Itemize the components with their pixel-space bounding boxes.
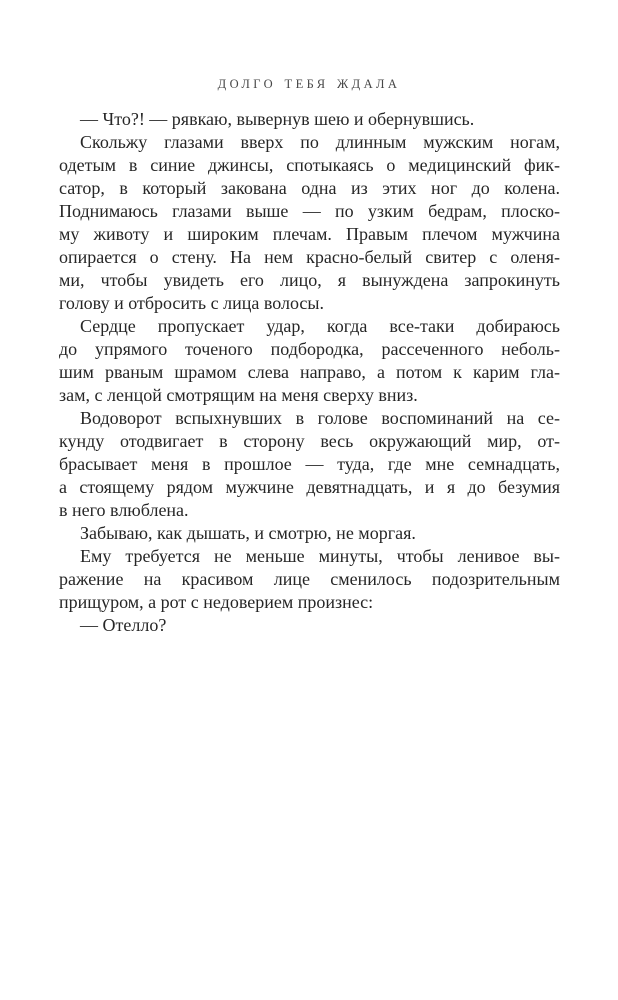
text-line: — Отелло? xyxy=(80,615,167,635)
text-line: Ему требуется не меньше минуты, чтобы ленивое вы- xyxy=(80,546,560,566)
text-line: прищуром, а рот с недоверием произнес: xyxy=(59,592,374,612)
text-line: голову и отбросить с лица волосы. xyxy=(59,293,325,313)
text-line: до упрямого точеного подбородка, рассеченного неболь- xyxy=(59,339,560,359)
text-line: в него влюблена. xyxy=(59,500,189,520)
text-line: кунду отодвигает в сторону весь окружающий мир, от- xyxy=(59,431,560,451)
text-line: опирается о стену. На нем красно-белый свитер с оленя- xyxy=(59,247,560,267)
text-line: шим рваным шрамом слева направо, а потом к карим гла- xyxy=(59,362,560,382)
text-line: ми, чтобы увидеть его лицо, я вынуждена запрокинуть xyxy=(59,270,560,290)
text-line: Водоворот вспыхнувших в голове воспоминаний на се- xyxy=(80,408,560,428)
text-line: Забываю, как дышать, и смотрю, не моргая. xyxy=(80,523,416,543)
text-line: — Что?! — рявкаю, вывернув шею и обернувшись. xyxy=(80,109,475,129)
text-line: а стоящему рядом мужчине девятнадцать, и я до безумия xyxy=(59,477,560,497)
text-line: зам, с ленцой смотрящим на меня сверху вниз. xyxy=(59,385,418,405)
text-line: му животу и широким плечам. Правым плечом мужчина xyxy=(59,224,560,244)
text-block xyxy=(59,108,560,637)
running-header: ДОЛГО ТЕБЯ ЖДАЛА xyxy=(217,77,401,91)
text-line: Сердце пропускает удар, когда все-таки добираюсь xyxy=(80,316,560,336)
text-line: ражение на красивом лице сменилось подозрительным xyxy=(59,569,560,589)
text-line: Скольжу глазами вверх по длинным мужским ногам, xyxy=(80,132,560,152)
text-line: Поднимаюсь глазами выше — по узким бедрам, плоско- xyxy=(59,201,560,221)
text-line: брасывает меня в прошлое — туда, где мне семнадцать, xyxy=(59,454,560,474)
text-line: сатор, в который закована одна из этих ног до колена. xyxy=(59,178,560,198)
text-line: одетым в синие джинсы, спотыкаясь о медицинский фик- xyxy=(59,155,560,175)
